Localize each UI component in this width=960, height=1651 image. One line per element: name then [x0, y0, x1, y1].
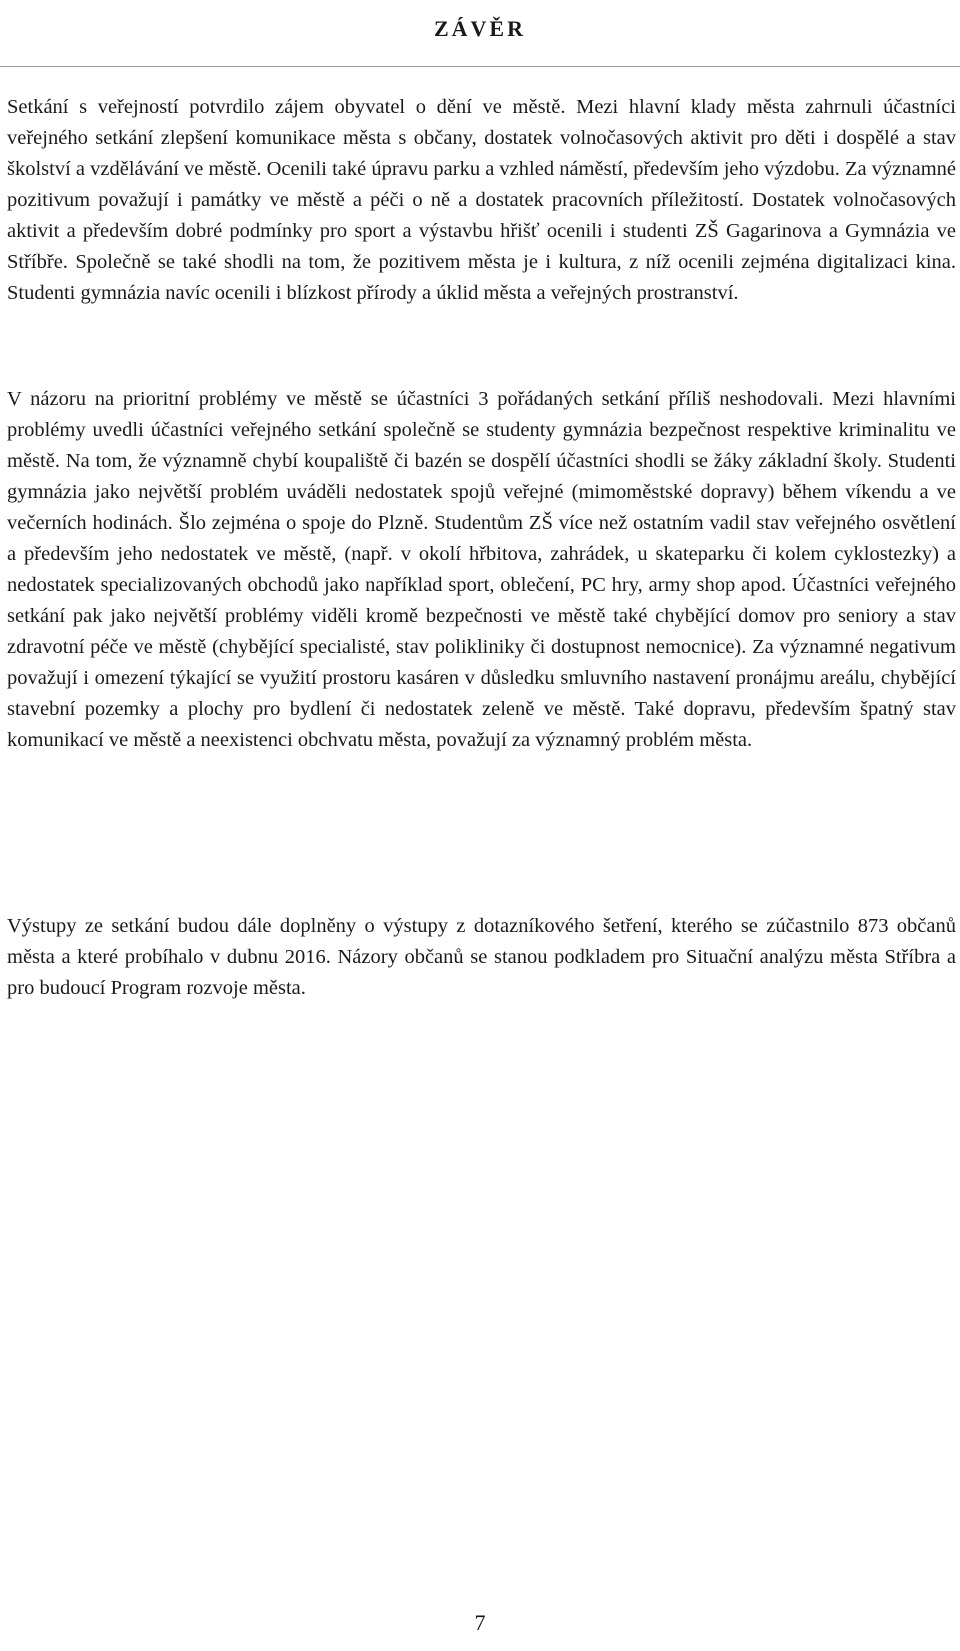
page-title: ZÁVĚR — [433, 16, 526, 41]
title-band — [0, 0, 960, 67]
paragraph-problems: V názoru na prioritní problémy ve městě se účastníci 3 pořádaných setkání příliš neshodovali. Mezi hlavními problémy uvedli účastníci veřejného setkání společně se studenty gymnázia bezpečnost respektive kriminalitu ve městě. Na tom, že významně chybí koupaliště či bazén se dospělí účastníci shodli se žáky základní školy. Studenti gymnázia jako největší problém uváděli nedostatek spojů veřejné (mimoměstské dopravy) během víkendu a ve večerních hodinách. Šlo zejména o spoje do Plzně. Studentům ZŠ více než ostatním vadil stav veřejného osvětlení a především jeho nedostatek ve městě, (např. v okolí hřbitova, zahrádek, u skateparku či kolem cyklostezky) a nedostatek specializovaných obchodů jako například sport, oblečení, PC hry, army shop apod. Účastníci veřejného setkání pak jako největší problémy viděli kromě bezpečnosti ve městě také chybějící domov pro seniory a stav zdravotní péče ve městě (chybějící specialisté, stav polikliniky či dostupnost nemocnice). Za významné negativum považují i omezení týkající se využití prostoru kasáren v důsledku smluvního nastavení pronájmu areálu, chybějící stavební pozemky a plochy pro bydlení či nedostatek zeleně ve městě. Také dopravu, především špatný stav komunikací ve městě a neexistenci obchvatu města, považují za významný problém města. — [7, 388, 956, 751]
paragraph-outputs: Výstupy ze setkání budou dále doplněny o výstupy z dotazníkového šetření, kterého se zúčastnilo 873 občanů města a které probíhalo v dubnu 2016. Názory občanů se stanou podkladem pro Situační analýzu města Stříbra a pro budoucí Program rozvoje města. — [7, 915, 956, 999]
page-number: 7 — [474, 1610, 486, 1635]
paragraph-positives: Setkání s veřejností potvrdilo zájem obyvatel o dění ve městě. Mezi hlavní klady města zahrnuli účastníci veřejného setkání zlepšení komunikace města s občany, dostatek volnočasových aktivit pro děti i dospělé a stav školství a vzdělávání ve městě. Ocenili také úpravu parku a vzhled náměstí, především jeho výzdobu. Za významné pozitivum považují i památky ve městě a péči o ně a dostatek pracovních příležitostí. Dostatek volnočasových aktivit a především dobré podmínky pro sport a výstavbu hřišť ocenili i studenti ZŠ Gagarinova a Gymnázia ve Stříbře. Společně se také shodli na tom, že pozitivem města je i kultura, z níž ocenili zejména digitalizaci kina. Studenti gymnázia navíc ocenili i blízkost přírody a úklid města a veřejných prostranství. — [7, 96, 956, 304]
